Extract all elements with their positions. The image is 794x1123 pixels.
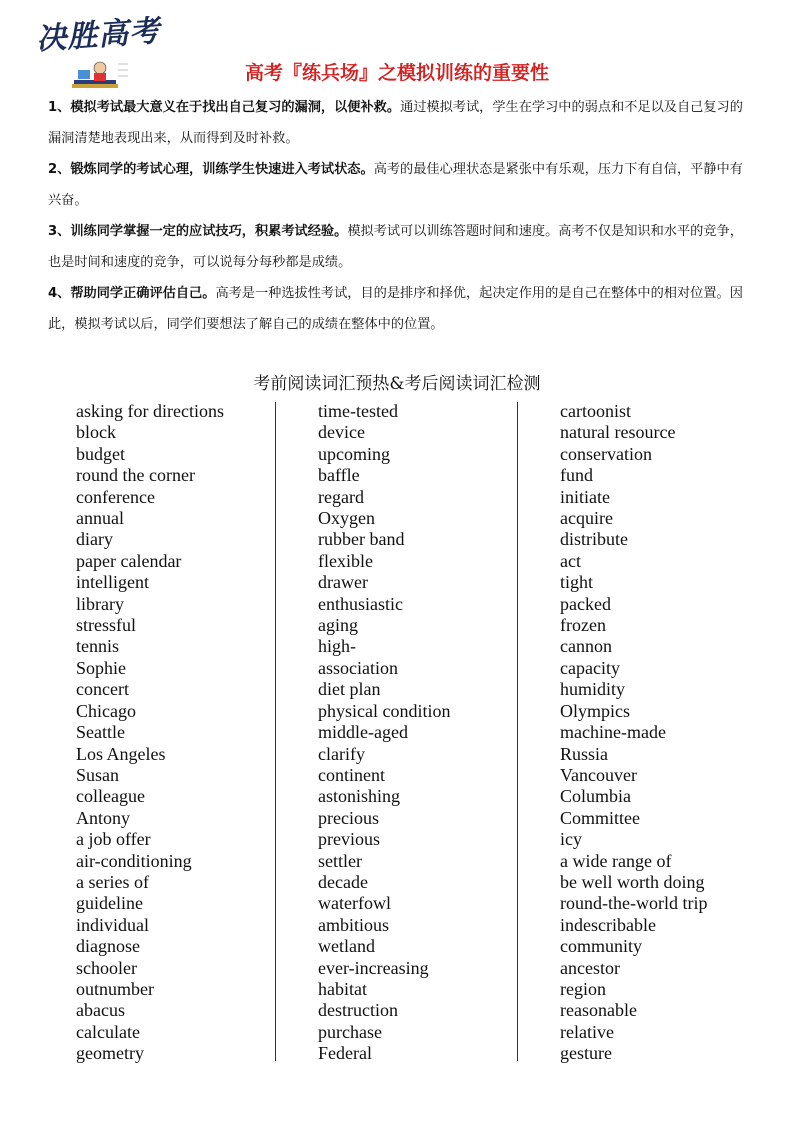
logo-text: 决胜高考: [35, 13, 162, 58]
vocab-word: previous: [318, 829, 380, 850]
vocab-word: middle-aged: [318, 722, 408, 743]
vocab-word: cannon: [560, 636, 612, 657]
vocab-word: cartoonist: [560, 401, 631, 421]
vocab-word: continent: [318, 764, 385, 785]
vocab-word: tennis: [76, 636, 119, 657]
vocab-word: natural resource: [560, 422, 676, 443]
vocab-word: decade: [318, 871, 368, 892]
vocab-word: waterfowl: [318, 893, 391, 914]
vocab-word: relative: [560, 1021, 614, 1042]
intro-paragraph: [48, 92, 748, 154]
vocab-column-2: [318, 401, 450, 1065]
intro-heading: 2、锻炼同学的考试心理，训练学生快速进入考试状态。: [48, 162, 374, 177]
vocab-word: paper calendar: [76, 550, 182, 571]
vocab-word: astonishing: [318, 786, 401, 807]
vocab-word: packed: [560, 593, 611, 614]
vocab-word: fund: [560, 465, 593, 486]
vocab-word: gesture: [560, 1043, 612, 1064]
intro-text: 模拟考试可以训练答题时间和速度。高考不仅是知识和水平的竞争，也是时间和速度的竞争，可以说每分每秒都是成绩。: [48, 224, 743, 270]
vocab-word: tight: [560, 572, 594, 593]
vocab-word: abacus: [76, 1000, 125, 1021]
vocab-word: wetland: [318, 936, 375, 957]
intro-heading: 4、帮助同学正确评估自己。: [48, 286, 216, 301]
vocab-word: association: [318, 657, 398, 678]
intro-text: 高考的最佳心理状态是紧张中有乐观，压力下有自信，平静中有兴奋。: [48, 162, 743, 208]
column-divider: [275, 402, 276, 1061]
vocab-word: diet plan: [318, 679, 381, 700]
vocab-word: concert: [76, 679, 129, 700]
intro-text: 通过模拟考试，学生在学习中的弱点和不足以及自己复习的漏洞清楚地表现出来，从而得到及时补救。: [48, 100, 743, 146]
vocab-column-3: [560, 401, 707, 1065]
vocab-word: Federal: [318, 1043, 372, 1064]
intro-heading: 3、训练同学掌握一定的应试技巧，积累考试经验。: [48, 224, 348, 239]
vocab-word: conservation: [560, 443, 652, 464]
vocab-word: a series of: [76, 871, 149, 892]
vocab-word: Susan: [76, 764, 120, 785]
vocab-word: diary: [76, 529, 113, 550]
vocab-word: icy: [560, 829, 582, 850]
vocab-word: Chicago: [76, 700, 136, 721]
vocab-word: aging: [318, 615, 358, 636]
vocab-word: individual: [76, 914, 149, 935]
vocab-word: initiate: [560, 486, 610, 507]
vocab-word: round-the-world trip: [560, 893, 708, 914]
vocab-word: purchase: [318, 1021, 382, 1042]
vocab-word: habitat: [318, 978, 367, 999]
vocab-word: destruction: [318, 1000, 398, 1021]
vocab-word: outnumber: [76, 978, 154, 999]
vocab-word: community: [560, 936, 642, 957]
vocab-word: precious: [318, 807, 379, 828]
vocab-word: Oxygen: [318, 508, 375, 529]
vocab-word: air-conditioning: [76, 850, 192, 871]
vocab-word: conference: [76, 486, 155, 507]
vocab-word: Russia: [560, 743, 609, 764]
vocab-word: physical condition: [318, 700, 451, 721]
vocab-word: drawer: [318, 572, 368, 593]
vocab-word: calculate: [76, 1021, 140, 1042]
vocab-word: Columbia: [560, 786, 631, 807]
vocab-word: a job offer: [76, 829, 151, 850]
vocab-word: regard: [318, 486, 364, 507]
vocab-word: be well worth doing: [560, 871, 705, 892]
intro-text: 高考是一种选拔性考试，目的是排序和择优，起决定作用的是自己在整体中的相对位置。因此，模拟考试以后，同学们要想法了解自己的成绩在整体中的位置。: [48, 286, 743, 332]
vocab-word: asking for directions: [76, 401, 224, 421]
intro-paragraph: [48, 154, 748, 216]
vocab-word: Sophie: [76, 657, 127, 678]
column-divider: [517, 402, 518, 1061]
vocab-word: Antony: [76, 807, 130, 828]
vocab-word: geometry: [76, 1043, 144, 1064]
vocab-word: annual: [76, 508, 124, 529]
intro-paragraph: [48, 216, 748, 278]
vocab-word: diagnose: [76, 936, 140, 957]
vocab-word: distribute: [560, 529, 628, 550]
vocab-word: intelligent: [76, 572, 149, 593]
vocab-word: enthusiastic: [318, 593, 403, 614]
vocab-word: high-: [318, 636, 356, 657]
vocab-word: guideline: [76, 893, 143, 914]
vocab-word: capacity: [560, 657, 620, 678]
vocab-word: Committee: [560, 807, 640, 828]
intro-section: [48, 92, 748, 340]
vocab-section-title: 考前阅读词汇预热&考后阅读词汇检测: [253, 374, 541, 394]
vocab-word: settler: [318, 850, 362, 871]
page-title: 高考『练兵场』之模拟训练的重要性: [244, 62, 549, 84]
vocab-word: Vancouver: [560, 764, 637, 785]
vocab-word: rubber band: [318, 529, 405, 550]
vocab-word: stressful: [76, 615, 136, 636]
vocab-word: round the corner: [76, 465, 195, 486]
vocab-word: colleague: [76, 786, 145, 807]
vocab-word: humidity: [560, 679, 626, 700]
vocab-word: Seattle: [76, 722, 125, 743]
vocab-word: Olympics: [560, 700, 630, 721]
vocab-word: ever-increasing: [318, 957, 429, 978]
vocab-word: block: [76, 422, 116, 443]
vocab-word: reasonable: [560, 1000, 637, 1021]
intro-paragraph: [48, 278, 748, 340]
vocab-word: acquire: [560, 508, 613, 529]
vocab-word: ambitious: [318, 914, 389, 935]
vocab-word: device: [318, 422, 365, 443]
vocab-word: baffle: [318, 465, 360, 486]
vocab-word: frozen: [560, 615, 606, 636]
vocab-word: budget: [76, 443, 125, 464]
vocab-word: a wide range of: [560, 850, 672, 871]
vocab-word: act: [560, 550, 581, 571]
vocab-word: schooler: [76, 957, 137, 978]
vocab-word: machine-made: [560, 722, 666, 743]
vocab-word: clarify: [318, 743, 365, 764]
vocab-word: library: [76, 593, 124, 614]
vocab-word: ancestor: [560, 957, 620, 978]
vocab-word: time-tested: [318, 401, 398, 421]
intro-heading: 1、模拟考试最大意义在于找出自己复习的漏洞，以便补救。: [48, 100, 401, 115]
vocab-word: Los Angeles: [76, 743, 166, 764]
vocab-column-1: [76, 401, 224, 1065]
vocab-word: upcoming: [318, 443, 390, 464]
vocab-word: indescribable: [560, 914, 656, 935]
vocab-word: region: [560, 978, 606, 999]
vocab-word: flexible: [318, 550, 373, 571]
